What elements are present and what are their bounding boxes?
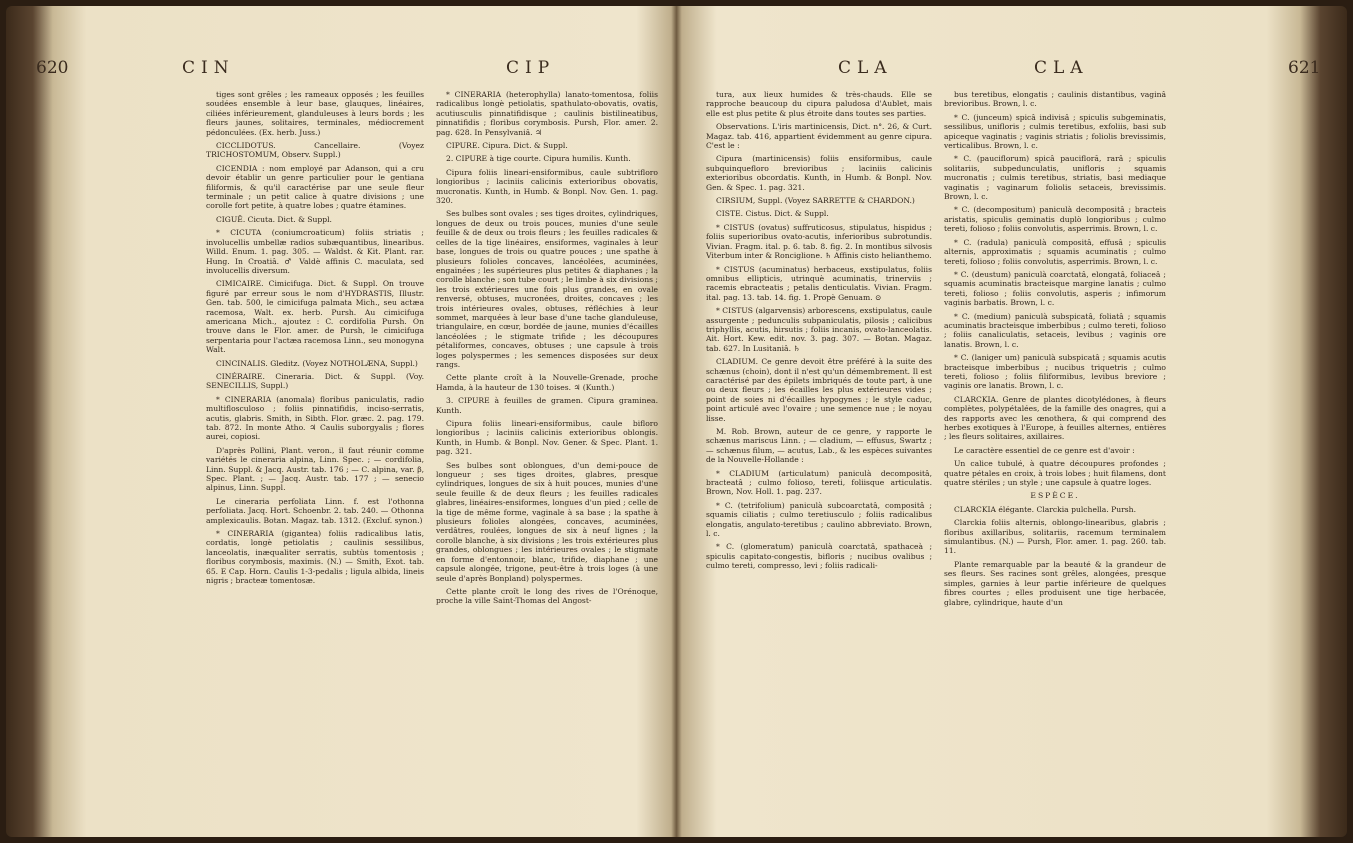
paragraph: D'après Pollini, Plant. veron., il faut réunir comme variétés le cineraria alpina, Linn. Spec. ; — cordifolia, Linn. Suppl. & Jacq. Austr. tab. 176 ; — C. alpina, var. β, Spec. Plant. ; — Jacq. Austr. tab. 177 ; — senecio alpinus, Linn. Suppl.	[206, 445, 424, 493]
paragraph: Cipura (martinicensis) foliis ensiformibus, caule subquinquefloro brevioribus ; laciniis calicinis exterioribus obcordatis. Kunth, in Humb. & Bonpl. Nov. Gen. & Spec. 1. pag. 321.	[706, 154, 932, 192]
paragraph: CLADIUM. Ce genre devoit être préféré à la suite des schænus (choin), dont il n'est qu'un démembrement. Il est caractérisé par des épilets imbriqués de toute part, à une ou deux fleurs ; les écailles les plus extérieures vides ; point de soies ni d'écailles hypogynes ; le style caduc, point articulé avec l'ovaire ; une semence nue ; le noyau lisse.	[706, 357, 932, 423]
paragraph: tura, aux lieux humides & très-chauds. Elle se rapproche beaucoup du cipura paludosa d'Aublet, mais elle est plus petite & plus étroite dans toutes ses parties.	[706, 90, 932, 118]
paragraph: tiges sont grêles ; les rameaux opposés ; les feuilles soudées ensemble à leur base, glauques, linéaires, ciliées inférieurement, glanduleuses à leurs bords ; les fleurs jaunes, solitaires, terminales, médiocrement pédonculées. (Ex. herb. Juss.)	[206, 90, 424, 137]
paragraph: Cette plante croît à la Nouvelle-Grenade, proche Hamda, à la hauteur de 130 toises. ♃ (Kunth.)	[436, 373, 658, 392]
paragraph: Clarckia foliis alternis, oblongo-linearibus, glabris ; floribus axillaribus, solitariis, racemum terminalem simulantibus. (N.) — Pursh, Flor. amer. 1. pag. 260. tab. 11.	[944, 518, 1166, 556]
paragraph: * C. (laniger um) paniculà subspicatâ ; squamis acutis bracteisque imberbibus ; nucibus triquetris ; culmo tereti, folioso ; foliis filiformibus, levibus breviore ; vaginis ore lanatis. Brown, l. c.	[944, 353, 1166, 391]
paragraph: Ses bulbes sont oblongues, d'un demi-pouce de longueur ; ses tiges droites, glabres, presque cylindriques, longues de six à huit pouces, munies d'une seule feuille & de deux fleurs ; les feuilles radicales glabres, linéaires-ensiformes, longues d'un pied ; celle de la tige de même forme, vaginale à sa base ; la spathe à plusieurs folioles alongées, concaves, acuminées, verdâtres, roulées, longues de six à neuf lignes ; la corolle blanche, à six divisions ; les trois extérieures plus grandes, oblongues ; les intérieures ovales ; le stigmate en forme d'entonnoir, blanc, trifide, diaphane ; une capsule alongée, trigone, peut-être à trois loges (à une seule d'après Bonpland) polyspermes.	[436, 460, 658, 583]
paragraph: Cipura foliis lineari-ensiformibus, caule bifloro longioribus ; laciniis calicinis exterioribus oblongis. Kunth, in Humb. & Bonpl. Nov. Gener. & Spec. Plant. 1. pag. 321.	[436, 419, 658, 457]
paragraph: * CINERARIA (heterophylla) lanato-tomentosa, foliis radicalibus longè petiolatis, spathulato-obovatis, ovatis, acutiusculis pinnatifidisque ; caulinis bistilineatibus, pinnatifidis ; floribus corymbosis. Pursh, Flor. amer. 2. pag. 628. In Pensylvaniâ. ♃	[436, 90, 658, 137]
paragraph: * CLADIUM (articulatum) paniculà decompositâ, bracteatâ ; culmo folioso, tereti, foliisque articulatis. Brown, Nov. Holl. 1. pag. 237.	[706, 468, 932, 497]
paragraph: * C. (glomeratum) paniculà coarctatâ, spathaceà ; spiculis capitato-congestis, bifloris ; nucibus ovalibus ; culmo tereti, compresso, levi ; foliis radicali-	[706, 542, 932, 571]
paragraph: CLARCKIA élégante. Clarckia pulchella. Pursh.	[954, 504, 1136, 514]
paragraph: * CISTUS (ovatus) suffruticosus, stipulatus, hispidus ; foliis superioribus ovato-acutis, inferioribus subrotundis. Vivian. Fragm. ital. p. 6. tab. 8. fig. 2. In montibus silvosis Viterbum inter & Ronciglione. ♄ Affinis cisto helianthemo.	[706, 222, 932, 261]
paragraph: * CINERARIA (anomala) floribus paniculatis, radio multiflosculoso ; foliis pinnatifidis, inciso-serratis, acutis, glabris. Smith, in Sibth. Flor. græc. 2. pag. 179. tab. 872. In monte Atho. ♃ Caulis suborgyalis ; flores aurei, copiosi.	[206, 394, 424, 442]
running-header-left: CLA	[838, 58, 893, 78]
left-column-1	[206, 90, 424, 590]
paragraph: CINÉRAIRE. Cineraria. Dict. & Suppl. (Voy. SENECILLIS, Suppl.)	[206, 371, 424, 391]
paragraph: * C. (decompositum) paniculà decompositâ ; bracteis aristatis, spiculis geminatis duplò longioribus ; culmo tereti, folioso ; foliis convolutis, asperrimis. Brown, l. c.	[944, 205, 1166, 234]
page-number: 621	[1288, 58, 1321, 78]
paragraph: Un calice tubulé, à quatre découpures profondes ; quatre pétales en croix, à trois lobes ; huit filamens, dont quatre stériles ; un style ; une capsule à quatre loges.	[944, 459, 1166, 488]
paragraph: * C. (tetrifolium) paniculà subcoarctatâ, compositâ ; squamis ciliatis ; culmo teretiusculo ; foliis radicalibus elongatis, angulato-teretibus ; caulino abbreviato. Brown, l. c.	[706, 500, 932, 539]
paragraph: * CISTUS (algarvensis) arborescens, exstipulatus, caule assurgente ; pedunculis subpaniculatis, pilosis ; calicibus triphyllis, acutis, hirsutis ; foliis incanis, ovato-lanceolatis. Ait. Hort. Kew. edit. nov. 3. pag. 307. — Botan. Magaz. tab. 627. In Lusitaniâ. ♄	[706, 306, 932, 353]
paragraph: ESPÈCE.	[1030, 491, 1080, 501]
open-book	[6, 6, 1347, 837]
paragraph: * C. (deustum) paniculà coarctatâ, elongatâ, foliaceâ ; squamis acuminatis bracteisque margine lanatis ; culmo tereti, folioso ; foliis convolutis, asperis ; infimorum vaginis barbatis. Brown, l. c.	[944, 269, 1166, 308]
paragraph: CISTE. Cistus. Dict. & Suppl.	[716, 209, 829, 219]
paragraph: * CICUTA (coniumcroaticum) foliis striatis ; involucellis umbellæ radios subæquantibus, linearibus. Willd. Enum. 1. pag. 305. — Waldst. & Kit. Plant. rar. Hung. In Croatiâ. ♂ Valdè affinis C. maculata, sed involucellis diversum.	[206, 228, 424, 275]
paragraph: * C. (junceum) spicâ indivisâ ; spiculis subgeminatis, sessilibus, unifloris ; culmis teretibus, exfoliis, basi sub apiceque vaginatis ; vaginis striatis ; foliolis brevissimis, verticalibus. Brown, l. c.	[944, 112, 1166, 151]
paragraph: CICENDIA : nom employé par Adanson, qui a cru devoir établir un genre particulier pour le gentiana filiformis, & qu'il caractérise par une seule fleur terminale ; un petit calice à quatre divisions ; une corolle fort petite, à quatre lobes ; quatre étamines.	[206, 163, 424, 211]
running-header-left: CIN	[182, 58, 235, 78]
paragraph: bus teretibus, elongatis ; caulinis distantibus, vaginâ brevioribus. Brown, l. c.	[944, 90, 1166, 109]
paragraph: Ses bulbes sont ovales ; ses tiges droites, cylindriques, longues de deux ou trois pouces, munies d'une seule feuille & de deux ou trois fleurs ; les feuilles radicales & celles de la tige linéaires, ensiformes, vaginales à leur base, longues de trois ou quatre pouces ; une spathe à plusieurs folioles concaves, lancéolées, acuminées, engainées ; les supérieures plus petites & diaphanes ; la corolle blanche ; son tube court ; le limbe à six divisions ; les trois extérieures une fois plus grandes, en ovale renversé, obtuses, mucronées, droites, concaves ; les trois intérieures ovales, obtuses, réfléchies à leur sommet, marquées à leur base d'une tache glanduleuse, triangulaire, en cœur, bordée de jaune, munies d'écailles lancéolées ; le stigmate trifide ; les découpures pétaliformes, concaves, obtuses ; une capsule à trois loges polyspermes ; les semences disposées sur deux rangs.	[436, 209, 658, 369]
paragraph: Cette plante croît le long des rives de l'Orénoque, proche la ville Saint-Thomas del Angost-	[436, 586, 658, 606]
paragraph: CIMICAIRE. Cimicifuga. Dict. & Suppl. On trouve figuré par erreur sous le nom d'HYDRASTIS, Illustr. Gen. tab. 500, le cimicifuga palmata Mich., seu actæa racemosa, Walt. ex. herb. Pursh. Au cimicifuga americana Mich., ajoutez : C. cordifolia Pursh. On trouve dans le Flor. amer. de Pursh, le cimicifuga serpentaria pour l'actæa racemosa Linn., seu monogyna Walt.	[206, 279, 424, 355]
paragraph: CIRSIUM, Suppl. (Voyez SARRETTE & CHARDON.)	[716, 196, 915, 206]
paragraph: * C. (pauciflorum) spicâ paucifloră, rarâ ; spiculis solitariis, subpedunculatis, unifloris ; squamis mucronatis ; culmis teretibus, striatis, basi mediaque vaginatis ; vaginarum foliolis setaceis, brevissimis. Brown, l. c.	[944, 154, 1166, 202]
paragraph: Plante remarquable par la beauté & la grandeur de ses fleurs. Ses racines sont grêles, alongées, presque simples, garnies à leur partie inférieure de quelques fibres courtes ; elles produisent une tige herbacée, glabre, cylindrique, haute d'un	[944, 559, 1166, 607]
paragraph: M. Rob. Brown, auteur de ce genre, y rapporte le schænus mariscus Linn. ; — cladium, — effusus, Swartz ; — schænus filum, — acutus, Lab., & les espèces suivantes de la Nouvelle-Hollande :	[706, 427, 932, 465]
paragraph: Le caractère essentiel de ce genre est d'avoir :	[954, 445, 1135, 455]
right-page	[676, 6, 1347, 837]
paragraph: * CINERARIA (gigantea) foliis radicalibus latis, cordatis, longè petiolatis ; caulinis sessilibus, lanceolatis, inæqualiter serratis, subtùs tomentosis ; floribus corymbosis, maximis. (N.) — Smith, Exot. tab. 65. E Cap. Horn. Caulis 1-3-pedalis ; ligula albida, lineis nigris ; bracteæ tomentosæ.	[206, 529, 424, 586]
running-header-right: CLA	[1034, 58, 1089, 78]
paragraph: CINCINALIS. Gleditz. (Voyez NOTHOLÆNA, Suppl.)	[216, 358, 418, 368]
right-column-1	[706, 90, 932, 575]
paragraph: * C. (radula) paniculà compositâ, effusâ ; spiculis alternis, approximatis ; squamis acuminatis ; culmo tereti, folioso ; foliis convolutis, asperrimis. Brown, l. c.	[944, 237, 1166, 266]
paragraph: Observations. L'iris martinicensis, Dict. n°. 26, & Curt. Magaz. tab. 416, appartient évidemment au genre cipura. C'est le :	[706, 122, 932, 151]
paragraph: Cipura foliis lineari-ensiformibus, caule subtrifloro longioribus ; laciniis calicinis exterioribus obovatis, mucronatis. Kunth, in Humb. & Bonpl. Nov. Gen. 1. pag. 320.	[436, 167, 658, 206]
running-header-right: CIP	[506, 58, 556, 78]
paragraph: 2. CIPURE à tige courte. Cipura humilis. Kunth.	[446, 154, 631, 164]
paragraph: CIGUË. Cicuta. Dict. & Suppl.	[216, 214, 332, 224]
paragraph: CLARCKIA. Genre de plantes dicotylédones, à fleurs complètes, polypétalées, de la famille des onagres, qui a des rapports avec les œnothera, & qui comprend des herbes exotiques à l'Europe, à feuilles alternes, entières ; les fleurs solitaires, axillaires.	[944, 394, 1166, 442]
left-column-2	[436, 90, 658, 610]
paragraph: * C. (medium) paniculà subspicatâ, foliatâ ; squamis acuminatis bracteisque imberbibus ; culmo tereti, folioso ; foliis canaliculatis, setaceis, levibus ; vaginis ore lanatis. Brown, l. c.	[944, 311, 1166, 349]
paragraph: 3. CIPURE à feuilles de gramen. Cipura graminea. Kunth.	[436, 396, 658, 415]
paragraph: * CISTUS (acuminatus) herbaceus, exstipulatus, foliis omnibus ellipticis, utrinquè acuminatis, trinerviis ; racemis ebracteatis ; petalis denticulatis. Vivian. Fragm. ital. pag. 13. tab. 14. fig. 1. Propè Genuam. ⊙	[706, 264, 932, 302]
paragraph: CICCLIDOTUS. Cancellaire. (Voyez TRICHOSTOMUM, Observ. Suppl.)	[206, 141, 424, 160]
left-page	[6, 6, 676, 837]
paragraph: Le cineraria perfoliata Linn. f. est l'othonna perfoliata. Jacq. Hort. Schoenbr. 2. tab. 240. — Othonna amplexicaulis. Botan. Magaz. tab. 1312. (Excluf. synon.)	[206, 496, 424, 525]
page-number: 620	[36, 58, 69, 78]
paragraph: CIPURE. Cipura. Dict. & Suppl.	[446, 141, 568, 151]
right-column-2	[944, 90, 1166, 611]
